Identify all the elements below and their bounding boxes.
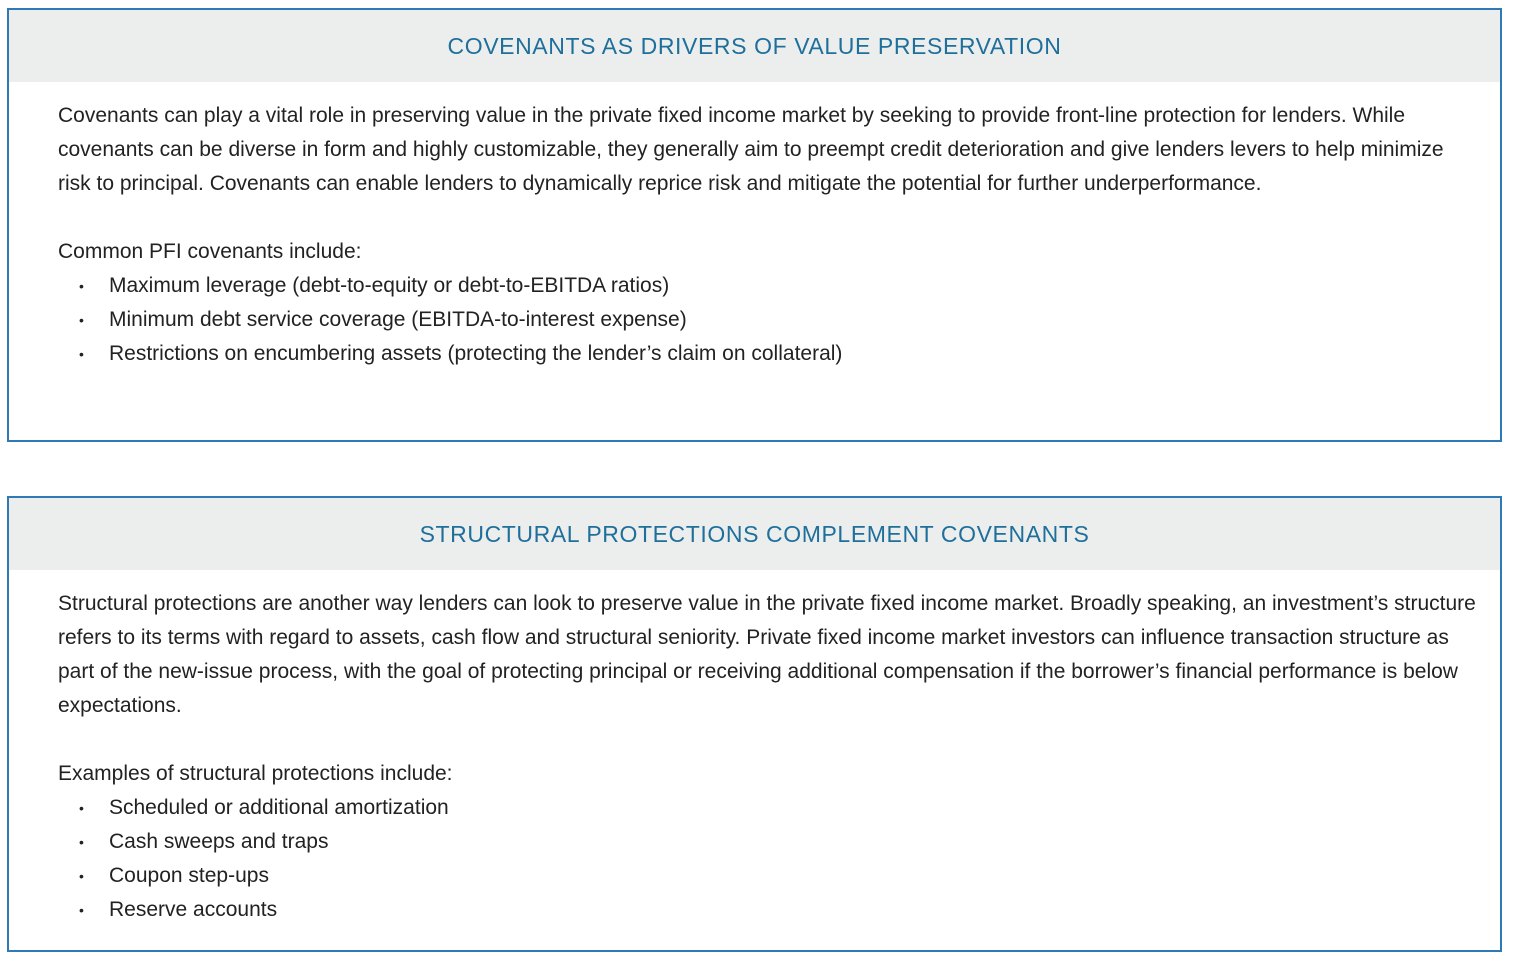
structural-protections-section [7,496,1502,952]
list-intro: Common PFI covenants include: [58,240,362,263]
section-paragraph: Structural protections are another way lenders can look to preserve value in the private fixed income market. Broadly speaking, an investment’s structure refers to its terms with regard to assets, cash flow and structural seniority. Private fixed income market investors can influence transaction structure as part of the new-issue process, with the goal of protecting principal or receiving additional compensation if the borrower’s financial performance is below expectations. [58,592,1476,717]
bullet-list [58,791,1478,927]
bullet-icon: • [79,834,84,850]
section-title: STRUCTURAL PROTECTIONS COMPLEMENT COVENANTS [419,520,1090,547]
bullet-icon: • [79,278,84,294]
list-item [58,791,1478,825]
bullet-icon: • [79,902,84,918]
section-header [9,498,1500,570]
list-item [58,337,1478,371]
section-paragraph: Covenants can play a vital role in preserving value in the private fixed income market by seeking to provide front-line protection for lenders. While covenants can be diverse in form and highly customizable, they generally aim to preempt credit deterioration and give lenders levers to help minimize risk to principal. Covenants can enable lenders to dynamically reprice risk and mitigate the potential for further underperformance. [58,104,1444,195]
section-body [9,570,1478,927]
covenants-section [7,8,1502,442]
list-intro: Examples of structural protections include: [58,762,453,785]
list-item [58,303,1478,337]
list-item-text: Scheduled or additional amortization [109,796,449,819]
list-item [58,859,1478,893]
bullet-icon: • [79,800,84,816]
list-item-text: Reserve accounts [109,898,278,921]
list-item [58,269,1478,303]
bullet-icon: • [79,312,84,328]
list-item-text: Cash sweeps and traps [109,830,329,853]
list-item [58,825,1478,859]
list-item-text: Minimum debt service coverage (EBITDA-to-interest expense) [109,308,687,331]
bullet-icon: • [79,346,84,362]
section-body [9,82,1478,371]
list-item [58,893,1478,927]
bullet-icon: • [79,868,84,884]
section-header [9,10,1500,82]
section-title: COVENANTS AS DRIVERS OF VALUE PRESERVATION [447,32,1062,59]
list-item-text: Maximum leverage (debt-to-equity or debt-to-EBITDA ratios) [109,274,670,297]
bullet-list [58,269,1478,371]
list-item-text: Restrictions on encumbering assets (protecting the lender’s claim on collateral) [109,342,843,365]
list-item-text: Coupon step-ups [109,864,269,887]
